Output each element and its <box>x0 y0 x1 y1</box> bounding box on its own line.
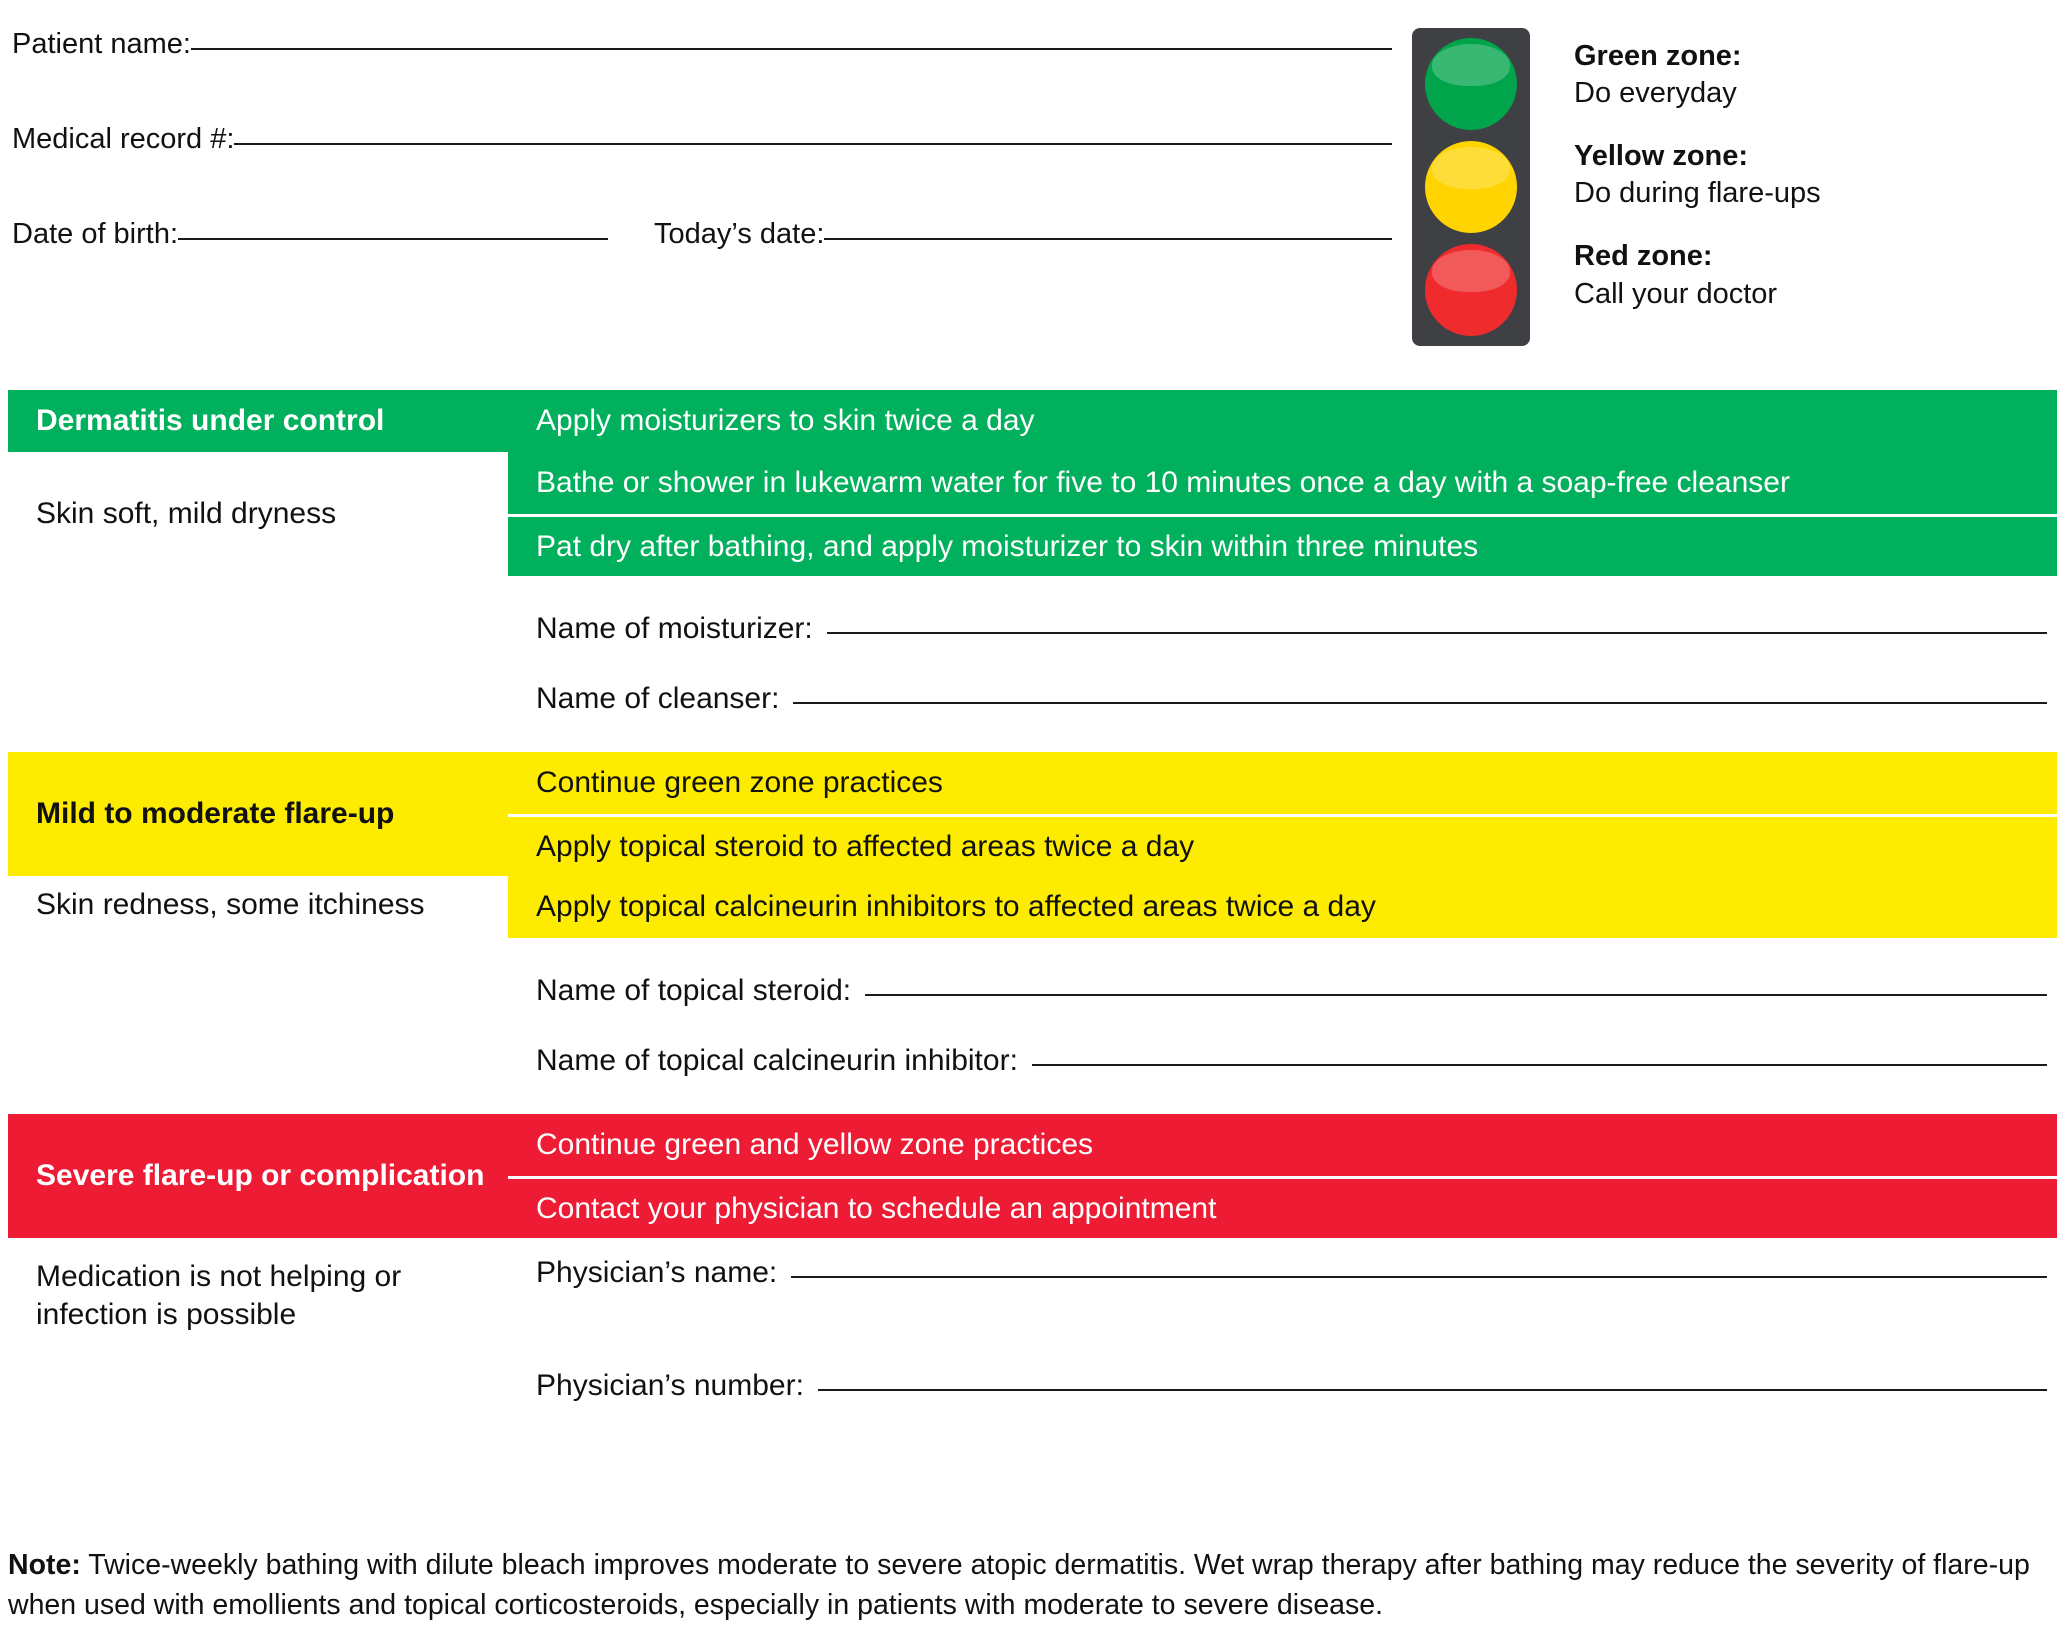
footer-note-text: Twice-weekly bathing with dilute bleach improves moderate to severe atopic dermatitis. Wet wrap therapy after bathing may reduce the severity of flare-up when used with emollients and topical corticosteroids, especially in patients with moderate to severe disease. <box>8 1549 2030 1621</box>
legend-green <box>1574 38 1821 112</box>
yellow-fill-left-2 <box>8 1044 508 1078</box>
todays-date-label: Today’s date: <box>654 218 825 250</box>
green-zone-actions-2 <box>508 452 2057 576</box>
legend-green-title: Green zone: <box>1574 40 1742 72</box>
legend-yellow-title: Yellow zone: <box>1574 140 1749 173</box>
calcineurin-inhibitor-label: Name of topical calcineurin inhibitor: <box>536 1044 1018 1077</box>
patient-name-row <box>12 28 1392 61</box>
medical-record-label: Medical record #: <box>12 123 235 155</box>
physician-name-label: Physician’s name: <box>536 1256 778 1289</box>
green-zone-band-1 <box>8 390 2057 452</box>
red-fill-field-2 <box>508 1369 2057 1403</box>
cleanser-input[interactable] <box>793 702 2047 704</box>
red-zone-band <box>8 1114 2057 1238</box>
legend-red <box>1574 238 1821 312</box>
yellow-fill-left-1 <box>8 974 508 1008</box>
legend-yellow <box>1574 138 1821 212</box>
medical-record-row <box>12 123 1392 156</box>
patient-name-input[interactable] <box>191 48 1392 50</box>
page-header <box>8 0 2057 346</box>
footer-note-label: Note: <box>8 1549 81 1582</box>
legend-red-title: Red zone: <box>1574 240 1713 273</box>
yellow-zone-band-2 <box>8 876 2057 938</box>
green-lamp-icon <box>1425 38 1517 130</box>
physician-name-input[interactable] <box>791 1276 2047 1278</box>
yellow-zone-band-1 <box>8 752 2057 876</box>
yellow-fill-spacer-top <box>8 938 2057 974</box>
green-fill-row-1 <box>8 612 2057 646</box>
red-action-1: Continue green and yellow zone practices <box>536 1128 1094 1161</box>
green-fill-field-1 <box>508 612 2057 646</box>
green-zone-symptom: Skin soft, mild dryness <box>8 452 508 576</box>
yellow-fill-row-1 <box>8 974 2057 1008</box>
medical-record-input[interactable] <box>234 143 1392 145</box>
topical-steroid-label: Name of topical steroid: <box>536 974 852 1007</box>
green-zone-actions-1 <box>508 390 2057 452</box>
red-fill-spacer-top <box>8 1238 2057 1256</box>
red-zone-heading: Severe flare-up or complication <box>36 1159 485 1193</box>
patient-name-label: Patient name: <box>12 28 191 60</box>
green-action-3: Pat dry after bathing, and apply moisturizer to skin within three minutes <box>508 514 2057 576</box>
physician-number-input[interactable] <box>818 1389 2047 1391</box>
green-action-1: Apply moisturizers to skin twice a day <box>536 404 1035 437</box>
red-fill-field-1 <box>508 1256 2057 1333</box>
red-zone-symptom: Medication is not helping or infection is possible <box>36 1260 402 1331</box>
red-fill-row-1 <box>8 1256 2057 1333</box>
yellow-fill-field-2 <box>508 1044 2057 1078</box>
green-fill-spacer-mid <box>8 646 2057 682</box>
red-fill-left-2 <box>8 1369 508 1403</box>
yellow-zone-symptom: Skin redness, some itchiness <box>8 876 508 938</box>
yellow-action-1: Continue green zone practices <box>536 766 943 799</box>
green-zone-heading: Dermatitis under control <box>36 404 385 438</box>
patient-fields <box>8 28 1392 251</box>
green-fill-spacer-bottom <box>8 716 2057 752</box>
red-fill-row-2 <box>8 1369 2057 1403</box>
yellow-fill-field-1 <box>508 974 2057 1008</box>
red-fill-spacer-mid <box>8 1333 2057 1369</box>
yellow-fill-spacer-bottom <box>8 1078 2057 1114</box>
green-zone-band-2 <box>8 452 2057 576</box>
green-fill-row-2 <box>8 682 2057 716</box>
yellow-fill-spacer-mid <box>8 1008 2057 1044</box>
legend-green-desc: Do everyday <box>1574 77 1737 110</box>
legend-red-desc: Call your doctor <box>1574 277 1778 310</box>
legend-yellow-desc: Do during flare-ups <box>1574 177 1821 210</box>
topical-steroid-input[interactable] <box>865 994 2047 996</box>
red-lamp-icon <box>1425 244 1517 336</box>
red-action-2: Contact your physician to schedule an appointment <box>508 1176 2057 1238</box>
moisturizer-input[interactable] <box>827 632 2047 634</box>
yellow-action-2: Apply topical steroid to affected areas twice a day <box>508 814 2057 876</box>
yellow-zone-actions-2 <box>508 876 2057 938</box>
yellow-lamp-icon <box>1425 141 1517 233</box>
dates-row <box>12 218 1392 251</box>
date-of-birth-label: Date of birth: <box>12 218 179 250</box>
yellow-zone-actions-1 <box>508 752 2057 876</box>
moisturizer-label: Name of moisturizer: <box>536 612 813 645</box>
zone-legend-text <box>1574 28 1821 313</box>
calcineurin-inhibitor-input[interactable] <box>1032 1064 2047 1066</box>
red-zone-actions <box>508 1114 2057 1238</box>
zone-table <box>8 390 2057 1403</box>
traffic-light-icon <box>1412 28 1530 346</box>
yellow-action-3: Apply topical calcineurin inhibitors to affected areas twice a day <box>536 890 1376 923</box>
date-of-birth-input[interactable] <box>178 238 608 240</box>
todays-date-input[interactable] <box>824 238 1392 240</box>
yellow-zone-heading: Mild to moderate flare-up <box>36 797 395 831</box>
green-fill-field-2 <box>508 682 2057 716</box>
cleanser-label: Name of cleanser: <box>536 682 780 715</box>
yellow-fill-row-2 <box>8 1044 2057 1078</box>
green-fill-left-2 <box>8 682 508 716</box>
footer-note <box>8 1546 2057 1625</box>
green-fill-spacer-top <box>8 576 2057 612</box>
green-action-2: Bathe or shower in lukewarm water for five to 10 minutes once a day with a soap-free cleanser <box>536 466 1790 499</box>
green-fill-left-1 <box>8 612 508 646</box>
physician-number-label: Physician’s number: <box>536 1369 804 1402</box>
zone-legend-block <box>1412 28 1821 346</box>
